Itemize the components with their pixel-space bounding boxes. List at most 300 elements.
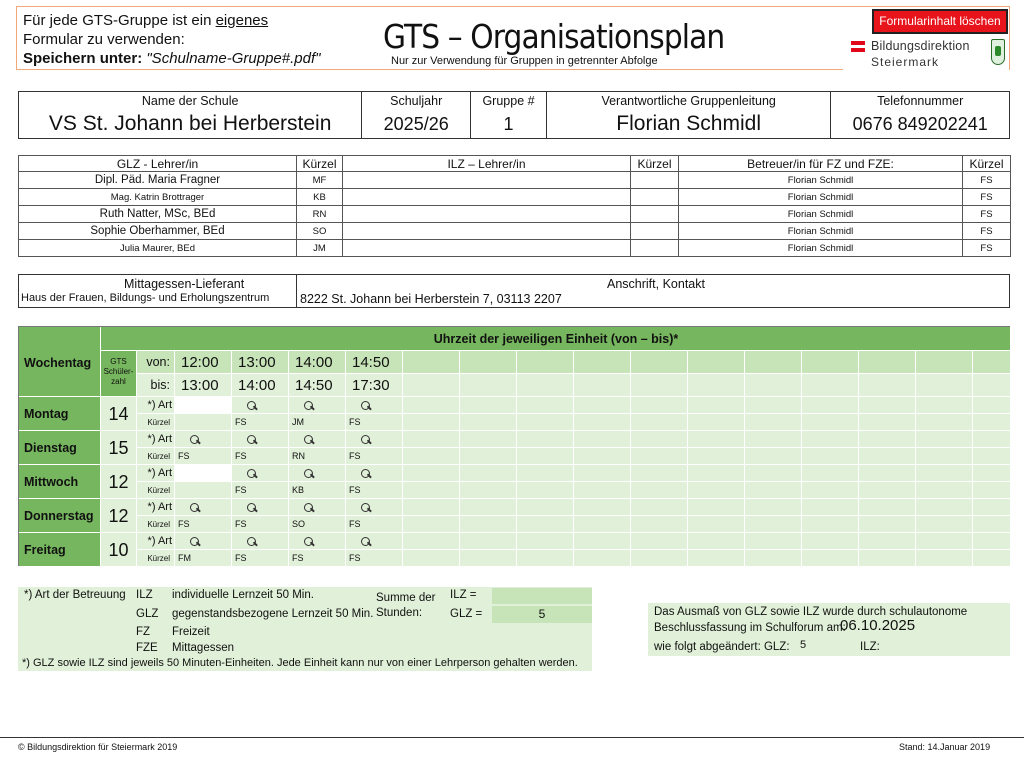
ilz-teacher-header: ILZ – Lehrer/in xyxy=(343,156,631,172)
art-label: *) Art xyxy=(137,499,175,516)
group-field[interactable]: 1 xyxy=(503,114,514,134)
glz-teacher-field[interactable]: Mag. Katrin Brottrager xyxy=(19,189,297,206)
fz-supervisor-field[interactable]: Florian Schmidl xyxy=(679,223,963,240)
kuerzel-field[interactable] xyxy=(973,516,1011,533)
art-select[interactable] xyxy=(859,499,916,516)
kuerzel-field[interactable] xyxy=(517,482,574,499)
art-select[interactable] xyxy=(859,465,916,482)
kuerzel-field[interactable]: FS xyxy=(346,550,403,567)
art-select[interactable] xyxy=(517,499,574,516)
decision-box xyxy=(648,603,1010,656)
kuerzel-field[interactable] xyxy=(403,482,460,499)
art-select[interactable] xyxy=(688,431,745,448)
art-select[interactable] xyxy=(460,431,517,448)
lunch-supplier-label: Mittagessen-Lieferant xyxy=(124,277,245,291)
art-select[interactable] xyxy=(574,465,631,482)
time-to-field[interactable] xyxy=(745,374,802,397)
art-select[interactable] xyxy=(232,499,289,516)
art-select[interactable] xyxy=(916,431,973,448)
student-count-field[interactable]: 12 xyxy=(101,465,137,499)
time-from-field[interactable]: 14:50 xyxy=(346,351,403,374)
art-select[interactable] xyxy=(631,397,688,414)
glz-teacher-field[interactable]: Ruth Natter, MSc, BEd xyxy=(19,206,297,223)
instruction-line-3 xyxy=(23,50,320,67)
time-header: Uhrzeit der jeweiligen Einheit (von – bis)* xyxy=(433,332,679,346)
student-count-field[interactable]: 15 xyxy=(101,431,137,465)
time-from-field[interactable]: 13:00 xyxy=(232,351,289,374)
kuerzel-field[interactable]: JM xyxy=(289,414,346,431)
art-select[interactable] xyxy=(631,465,688,482)
glz-kuerzel-field[interactable]: RN xyxy=(297,206,343,223)
kuerzel-field[interactable] xyxy=(631,482,688,499)
art-select[interactable] xyxy=(460,397,517,414)
art-select[interactable] xyxy=(688,397,745,414)
kuerzel-field[interactable] xyxy=(574,550,631,567)
time-from-field[interactable] xyxy=(574,351,631,374)
select-icon[interactable] xyxy=(303,468,315,479)
time-to-field[interactable] xyxy=(631,374,688,397)
legend-code: ILZ xyxy=(136,589,153,601)
art-select[interactable] xyxy=(232,533,289,550)
page-subtitle: Nur zur Verwendung für Gruppen in getrennter Abfolge xyxy=(391,55,658,67)
time-from-field[interactable] xyxy=(688,351,745,374)
sum-ilz-label: ILZ = xyxy=(450,589,477,601)
ilz-kuerzel-field[interactable] xyxy=(631,240,679,257)
ilz-teacher-field[interactable] xyxy=(343,240,631,257)
weekday-name: Mittwoch xyxy=(19,465,101,499)
kuerzel-field[interactable] xyxy=(745,414,802,431)
glz-teacher-header: GLZ - Lehrer/in xyxy=(19,156,297,172)
time-from-field[interactable] xyxy=(802,351,859,374)
legend-box xyxy=(18,587,592,671)
legend-title: *) Art der Betreuung xyxy=(24,589,126,601)
student-count-field[interactable]: 12 xyxy=(101,499,137,533)
sum-glz-field[interactable] xyxy=(492,606,592,623)
kuerzel-field[interactable] xyxy=(688,414,745,431)
kuerzel-field[interactable] xyxy=(859,482,916,499)
time-from-field[interactable] xyxy=(973,351,1011,374)
glz-teacher-field[interactable]: Sophie Oberhammer, BEd xyxy=(19,223,297,240)
time-from-field[interactable] xyxy=(403,351,460,374)
art-select[interactable] xyxy=(346,499,403,516)
art-select[interactable] xyxy=(517,465,574,482)
art-select[interactable] xyxy=(802,499,859,516)
art-select[interactable] xyxy=(232,465,289,482)
art-select[interactable] xyxy=(973,499,1011,516)
kuerzel-field[interactable] xyxy=(517,448,574,465)
kuerzel-field[interactable] xyxy=(916,482,973,499)
kuerzel-field[interactable] xyxy=(973,550,1011,567)
art-select[interactable] xyxy=(403,465,460,482)
kuerzel-field[interactable] xyxy=(916,448,973,465)
art-select[interactable] xyxy=(973,397,1011,414)
fz-supervisor-field[interactable]: Florian Schmidl xyxy=(679,240,963,257)
kuerzel-field[interactable]: KB xyxy=(289,482,346,499)
school-year-cell xyxy=(362,92,471,138)
kuerzel-field[interactable] xyxy=(688,550,745,567)
select-icon[interactable] xyxy=(360,400,372,411)
art-select[interactable] xyxy=(973,533,1011,550)
kuerzel-field[interactable] xyxy=(745,482,802,499)
kuerzel-field[interactable] xyxy=(460,482,517,499)
art-select[interactable] xyxy=(289,431,346,448)
kuerzel-field[interactable]: FS xyxy=(232,482,289,499)
art-select[interactable] xyxy=(517,533,574,550)
time-from-field[interactable] xyxy=(916,351,973,374)
kuerzel-field[interactable] xyxy=(802,482,859,499)
kuerzel-field[interactable] xyxy=(631,414,688,431)
kuerzel-field[interactable] xyxy=(574,414,631,431)
weekday-name: Montag xyxy=(19,397,101,431)
select-icon[interactable] xyxy=(360,434,372,445)
glz-kuerzel-field[interactable]: JM xyxy=(297,240,343,257)
art-select[interactable] xyxy=(517,397,574,414)
time-to-field[interactable] xyxy=(973,374,1011,397)
select-icon[interactable] xyxy=(189,536,201,547)
time-from-field[interactable] xyxy=(745,351,802,374)
ilz-kuerzel-header: Kürzel xyxy=(631,156,679,172)
select-icon[interactable] xyxy=(189,502,201,513)
select-icon[interactable] xyxy=(246,400,258,411)
fz-kuerzel-field[interactable]: FS xyxy=(963,172,1011,189)
ilz-teacher-field[interactable] xyxy=(343,172,631,189)
kuerzel-field[interactable] xyxy=(574,448,631,465)
lunch-supplier-field[interactable]: Haus der Frauen, Bildungs- und Erholungszentrum xyxy=(21,292,270,304)
weekday-header: Wochentag xyxy=(19,327,101,397)
kuerzel-field[interactable]: FS xyxy=(346,516,403,533)
art-select[interactable] xyxy=(460,499,517,516)
art-select[interactable] xyxy=(859,431,916,448)
weekday-name: Freitag xyxy=(19,533,101,567)
kuerzel-field[interactable] xyxy=(403,550,460,567)
footer-date: Stand: 14.Januar 2019 xyxy=(899,742,991,752)
art-select[interactable] xyxy=(574,499,631,516)
art-select[interactable] xyxy=(745,397,802,414)
kuerzel-field[interactable]: FS xyxy=(346,482,403,499)
time-from-field[interactable] xyxy=(631,351,688,374)
kuerzel-field[interactable] xyxy=(916,414,973,431)
student-count-field[interactable]: 10 xyxy=(101,533,137,567)
kuerzel-field[interactable]: FS xyxy=(232,516,289,533)
kuerzel-field[interactable] xyxy=(517,516,574,533)
select-icon[interactable] xyxy=(303,536,315,547)
select-icon[interactable] xyxy=(303,400,315,411)
select-icon[interactable] xyxy=(246,502,258,513)
art-select[interactable] xyxy=(289,397,346,414)
time-to-field[interactable] xyxy=(916,374,973,397)
kuerzel-field[interactable] xyxy=(688,482,745,499)
student-count-field[interactable]: 14 xyxy=(101,397,137,431)
art-select[interactable] xyxy=(517,431,574,448)
kuerzel-field[interactable] xyxy=(802,414,859,431)
kuerzel-field[interactable] xyxy=(745,550,802,567)
staff-table xyxy=(18,155,1011,257)
kuerzel-field[interactable]: FS xyxy=(232,550,289,567)
fz-supervisor-field[interactable]: Florian Schmidl xyxy=(679,172,963,189)
art-select[interactable] xyxy=(745,465,802,482)
art-select[interactable] xyxy=(631,499,688,516)
ilz-kuerzel-field[interactable] xyxy=(631,223,679,240)
ilz-kuerzel-field[interactable] xyxy=(631,206,679,223)
art-select[interactable] xyxy=(574,397,631,414)
phone-label: Telefonnummer xyxy=(877,94,964,108)
instruction-line-2: Formular zu verwenden: xyxy=(23,31,185,48)
art-select[interactable] xyxy=(460,465,517,482)
select-icon[interactable] xyxy=(360,502,372,513)
glz-kuerzel-field[interactable]: KB xyxy=(297,189,343,206)
art-select[interactable] xyxy=(631,533,688,550)
time-from-field[interactable] xyxy=(859,351,916,374)
time-to-field[interactable] xyxy=(859,374,916,397)
lunch-address-field[interactable]: 8222 St. Johann bei Herberstein 7, 03113 2207 xyxy=(300,292,562,306)
art-select[interactable] xyxy=(403,533,460,550)
decision-date-field[interactable]: 06.10.2025 xyxy=(840,617,916,634)
changed-glz-field[interactable]: 5 xyxy=(800,639,807,651)
kuerzel-field[interactable] xyxy=(403,414,460,431)
select-icon[interactable] xyxy=(303,434,315,445)
legend-desc: individuelle Lernzeit 50 Min. xyxy=(172,589,314,601)
kuerzel-field[interactable] xyxy=(973,414,1011,431)
kuerzel-field[interactable] xyxy=(460,414,517,431)
kuerzel-field[interactable] xyxy=(460,448,517,465)
sum-glz-value: 5 xyxy=(538,607,546,621)
time-to-field[interactable] xyxy=(574,374,631,397)
art-select[interactable] xyxy=(802,533,859,550)
art-select[interactable] xyxy=(232,431,289,448)
kuerzel-field[interactable] xyxy=(688,516,745,533)
ilz-teacher-field[interactable] xyxy=(343,223,631,240)
kuerzel-field[interactable] xyxy=(859,414,916,431)
kuerzel-field[interactable] xyxy=(574,482,631,499)
art-select[interactable] xyxy=(631,431,688,448)
sum-label: Stunden: xyxy=(376,607,423,619)
kuerzel-field[interactable] xyxy=(802,448,859,465)
art-select[interactable] xyxy=(688,533,745,550)
leader-field[interactable]: Florian Schmidl xyxy=(616,112,761,135)
select-icon[interactable] xyxy=(246,434,258,445)
select-icon[interactable] xyxy=(303,502,315,513)
time-from-field[interactable] xyxy=(460,351,517,374)
kuerzel-field[interactable] xyxy=(973,482,1011,499)
art-select[interactable] xyxy=(745,533,802,550)
legend-footnote: *) GLZ sowie ILZ sind jeweils 50 Minuten-Einheiten. Jede Einheit kann nur von einer Lehrperson gehalten werden. xyxy=(22,657,578,669)
art-select[interactable] xyxy=(175,397,232,414)
art-select[interactable] xyxy=(403,397,460,414)
time-to-field[interactable] xyxy=(403,374,460,397)
fz-kuerzel-field[interactable]: FS xyxy=(963,206,1011,223)
art-select[interactable] xyxy=(688,465,745,482)
time-from-field[interactable]: 12:00 xyxy=(175,351,232,374)
school-name-field[interactable]: VS St. Johann bei Herberstein xyxy=(48,112,332,135)
legend-code: FZ xyxy=(136,626,151,638)
time-to-field[interactable]: 14:50 xyxy=(289,374,346,397)
time-to-field[interactable]: 13:00 xyxy=(175,374,232,397)
art-select[interactable] xyxy=(175,533,232,550)
weekday-name: Donnerstag xyxy=(19,499,101,533)
select-icon[interactable] xyxy=(246,468,258,479)
art-label: *) Art xyxy=(137,431,175,448)
art-select[interactable] xyxy=(859,533,916,550)
kuerzel-field[interactable] xyxy=(631,516,688,533)
art-select[interactable] xyxy=(346,465,403,482)
ilz-teacher-field[interactable] xyxy=(343,189,631,206)
lunch-supplier-row xyxy=(18,274,1010,308)
kuerzel-field[interactable] xyxy=(403,516,460,533)
glz-kuerzel-field[interactable]: MF xyxy=(297,172,343,189)
time-to-field[interactable] xyxy=(688,374,745,397)
kuerzel-field[interactable]: RN xyxy=(289,448,346,465)
kuerzel-field[interactable] xyxy=(403,448,460,465)
art-select[interactable] xyxy=(916,499,973,516)
staff-row xyxy=(19,189,1011,206)
art-select[interactable] xyxy=(688,499,745,516)
art-select[interactable] xyxy=(916,465,973,482)
kuerzel-field[interactable] xyxy=(916,516,973,533)
art-select[interactable] xyxy=(346,533,403,550)
kuerzel-field[interactable] xyxy=(916,550,973,567)
art-select[interactable] xyxy=(574,533,631,550)
art-label: *) Art xyxy=(137,397,175,414)
save-as-label: Speichern unter: xyxy=(23,50,147,67)
styria-crest-icon xyxy=(991,39,1005,65)
sum-glz-label: GLZ = xyxy=(450,608,483,620)
school-name-label: Name der Schule xyxy=(141,94,239,108)
fz-kuerzel-field[interactable]: FS xyxy=(963,223,1011,240)
kuerzel-field[interactable] xyxy=(859,448,916,465)
ilz-kuerzel-field[interactable] xyxy=(631,172,679,189)
sum-ilz-field[interactable] xyxy=(492,588,592,604)
kuerzel-field[interactable] xyxy=(631,550,688,567)
select-icon[interactable] xyxy=(360,536,372,547)
to-label: bis: xyxy=(137,374,175,397)
art-select[interactable] xyxy=(802,431,859,448)
save-as-filename: "Schulname-Gruppe#.pdf" xyxy=(146,50,321,67)
kuerzel-field[interactable] xyxy=(460,516,517,533)
art-select[interactable] xyxy=(802,465,859,482)
kuerzel-field[interactable] xyxy=(745,448,802,465)
glz-kuerzel-field[interactable]: SO xyxy=(297,223,343,240)
kuerzel-field[interactable] xyxy=(460,550,517,567)
kuerzel-field[interactable] xyxy=(973,448,1011,465)
time-to-field[interactable] xyxy=(517,374,574,397)
kuerzel-field[interactable] xyxy=(517,414,574,431)
art-select[interactable] xyxy=(916,533,973,550)
art-select[interactable] xyxy=(232,397,289,414)
fz-kuerzel-field[interactable]: FS xyxy=(963,240,1011,257)
instruction-text: Für jede GTS-Gruppe ist ein xyxy=(23,12,216,29)
art-select[interactable] xyxy=(403,431,460,448)
staff-row xyxy=(19,223,1011,240)
select-icon[interactable] xyxy=(189,434,201,445)
art-select[interactable] xyxy=(175,465,232,482)
art-select[interactable] xyxy=(802,397,859,414)
art-select[interactable] xyxy=(175,499,232,516)
kuerzel-field[interactable] xyxy=(688,448,745,465)
fz-supervisor-field[interactable]: Florian Schmidl xyxy=(679,206,963,223)
kuerzel-field[interactable] xyxy=(631,448,688,465)
fz-kuerzel-field[interactable]: FS xyxy=(963,189,1011,206)
art-select[interactable] xyxy=(745,499,802,516)
art-label: *) Art xyxy=(137,465,175,482)
instruction-line-1 xyxy=(23,12,268,29)
ilz-kuerzel-field[interactable] xyxy=(631,189,679,206)
staff-row xyxy=(19,206,1011,223)
kuerzel-field[interactable]: FS xyxy=(175,516,232,533)
fz-supervisor-field[interactable]: Florian Schmidl xyxy=(679,189,963,206)
time-from-field[interactable] xyxy=(517,351,574,374)
kuerzel-field[interactable]: FS xyxy=(346,414,403,431)
glz-kuerzel-header: Kürzel xyxy=(297,156,343,172)
time-to-field[interactable] xyxy=(460,374,517,397)
schedule-grid xyxy=(18,326,1010,566)
kuerzel-field[interactable]: FS xyxy=(232,414,289,431)
select-icon[interactable] xyxy=(246,536,258,547)
art-select[interactable] xyxy=(289,533,346,550)
time-to-field[interactable]: 14:00 xyxy=(232,374,289,397)
kuerzel-field[interactable] xyxy=(175,414,232,431)
kuerzel-field[interactable]: FS xyxy=(289,550,346,567)
school-year-field[interactable]: 2025/26 xyxy=(383,114,449,134)
art-select[interactable] xyxy=(574,431,631,448)
kuerzel-field[interactable] xyxy=(745,516,802,533)
kuerzel-field[interactable]: FS xyxy=(346,448,403,465)
legend-desc: Freizeit xyxy=(172,626,210,638)
kuerzel-field[interactable]: FS xyxy=(232,448,289,465)
time-to-field[interactable] xyxy=(802,374,859,397)
art-select[interactable] xyxy=(289,465,346,482)
kuerzel-field[interactable] xyxy=(574,516,631,533)
staff-row xyxy=(19,240,1011,257)
phone-cell xyxy=(831,92,1009,138)
art-select[interactable] xyxy=(973,431,1011,448)
glz-teacher-field[interactable]: Julia Maurer, BEd xyxy=(19,240,297,257)
footer-copyright: © Bildungsdirektion für Steiermark 2019 xyxy=(18,742,178,752)
art-select[interactable] xyxy=(289,499,346,516)
time-to-field[interactable]: 17:30 xyxy=(346,374,403,397)
kuerzel-field[interactable] xyxy=(802,550,859,567)
select-icon[interactable] xyxy=(360,468,372,479)
art-select[interactable] xyxy=(745,431,802,448)
time-from-field[interactable]: 14:00 xyxy=(289,351,346,374)
art-select[interactable] xyxy=(460,533,517,550)
logo-text-line-1: Bildungsdirektion xyxy=(871,39,970,53)
art-select[interactable] xyxy=(346,397,403,414)
art-select[interactable] xyxy=(346,431,403,448)
art-select[interactable] xyxy=(175,431,232,448)
clear-form-button[interactable]: Formularinhalt löschen xyxy=(872,9,1008,34)
school-info-row xyxy=(18,91,1010,139)
kuerzel-field[interactable]: FM xyxy=(175,550,232,567)
phone-field[interactable]: 0676 849202241 xyxy=(852,114,988,134)
glz-teacher-field[interactable]: Dipl. Päd. Maria Fragner xyxy=(19,172,297,189)
kuerzel-field[interactable]: SO xyxy=(289,516,346,533)
lunch-address-label: Anschrift, Kontakt xyxy=(607,277,705,291)
legend-code: FZE xyxy=(136,642,158,654)
kuerzel-field[interactable] xyxy=(175,482,232,499)
art-select[interactable] xyxy=(916,397,973,414)
kuerzel-field[interactable]: FS xyxy=(175,448,232,465)
legend-code: GLZ xyxy=(136,608,159,620)
kuerzel-field[interactable] xyxy=(859,516,916,533)
art-select[interactable] xyxy=(403,499,460,516)
ilz-teacher-field[interactable] xyxy=(343,206,631,223)
kuerzel-field[interactable] xyxy=(517,550,574,567)
group-cell xyxy=(471,92,547,138)
art-select[interactable] xyxy=(973,465,1011,482)
kuerzel-field[interactable] xyxy=(859,550,916,567)
art-select[interactable] xyxy=(859,397,916,414)
kuerzel-field[interactable] xyxy=(802,516,859,533)
